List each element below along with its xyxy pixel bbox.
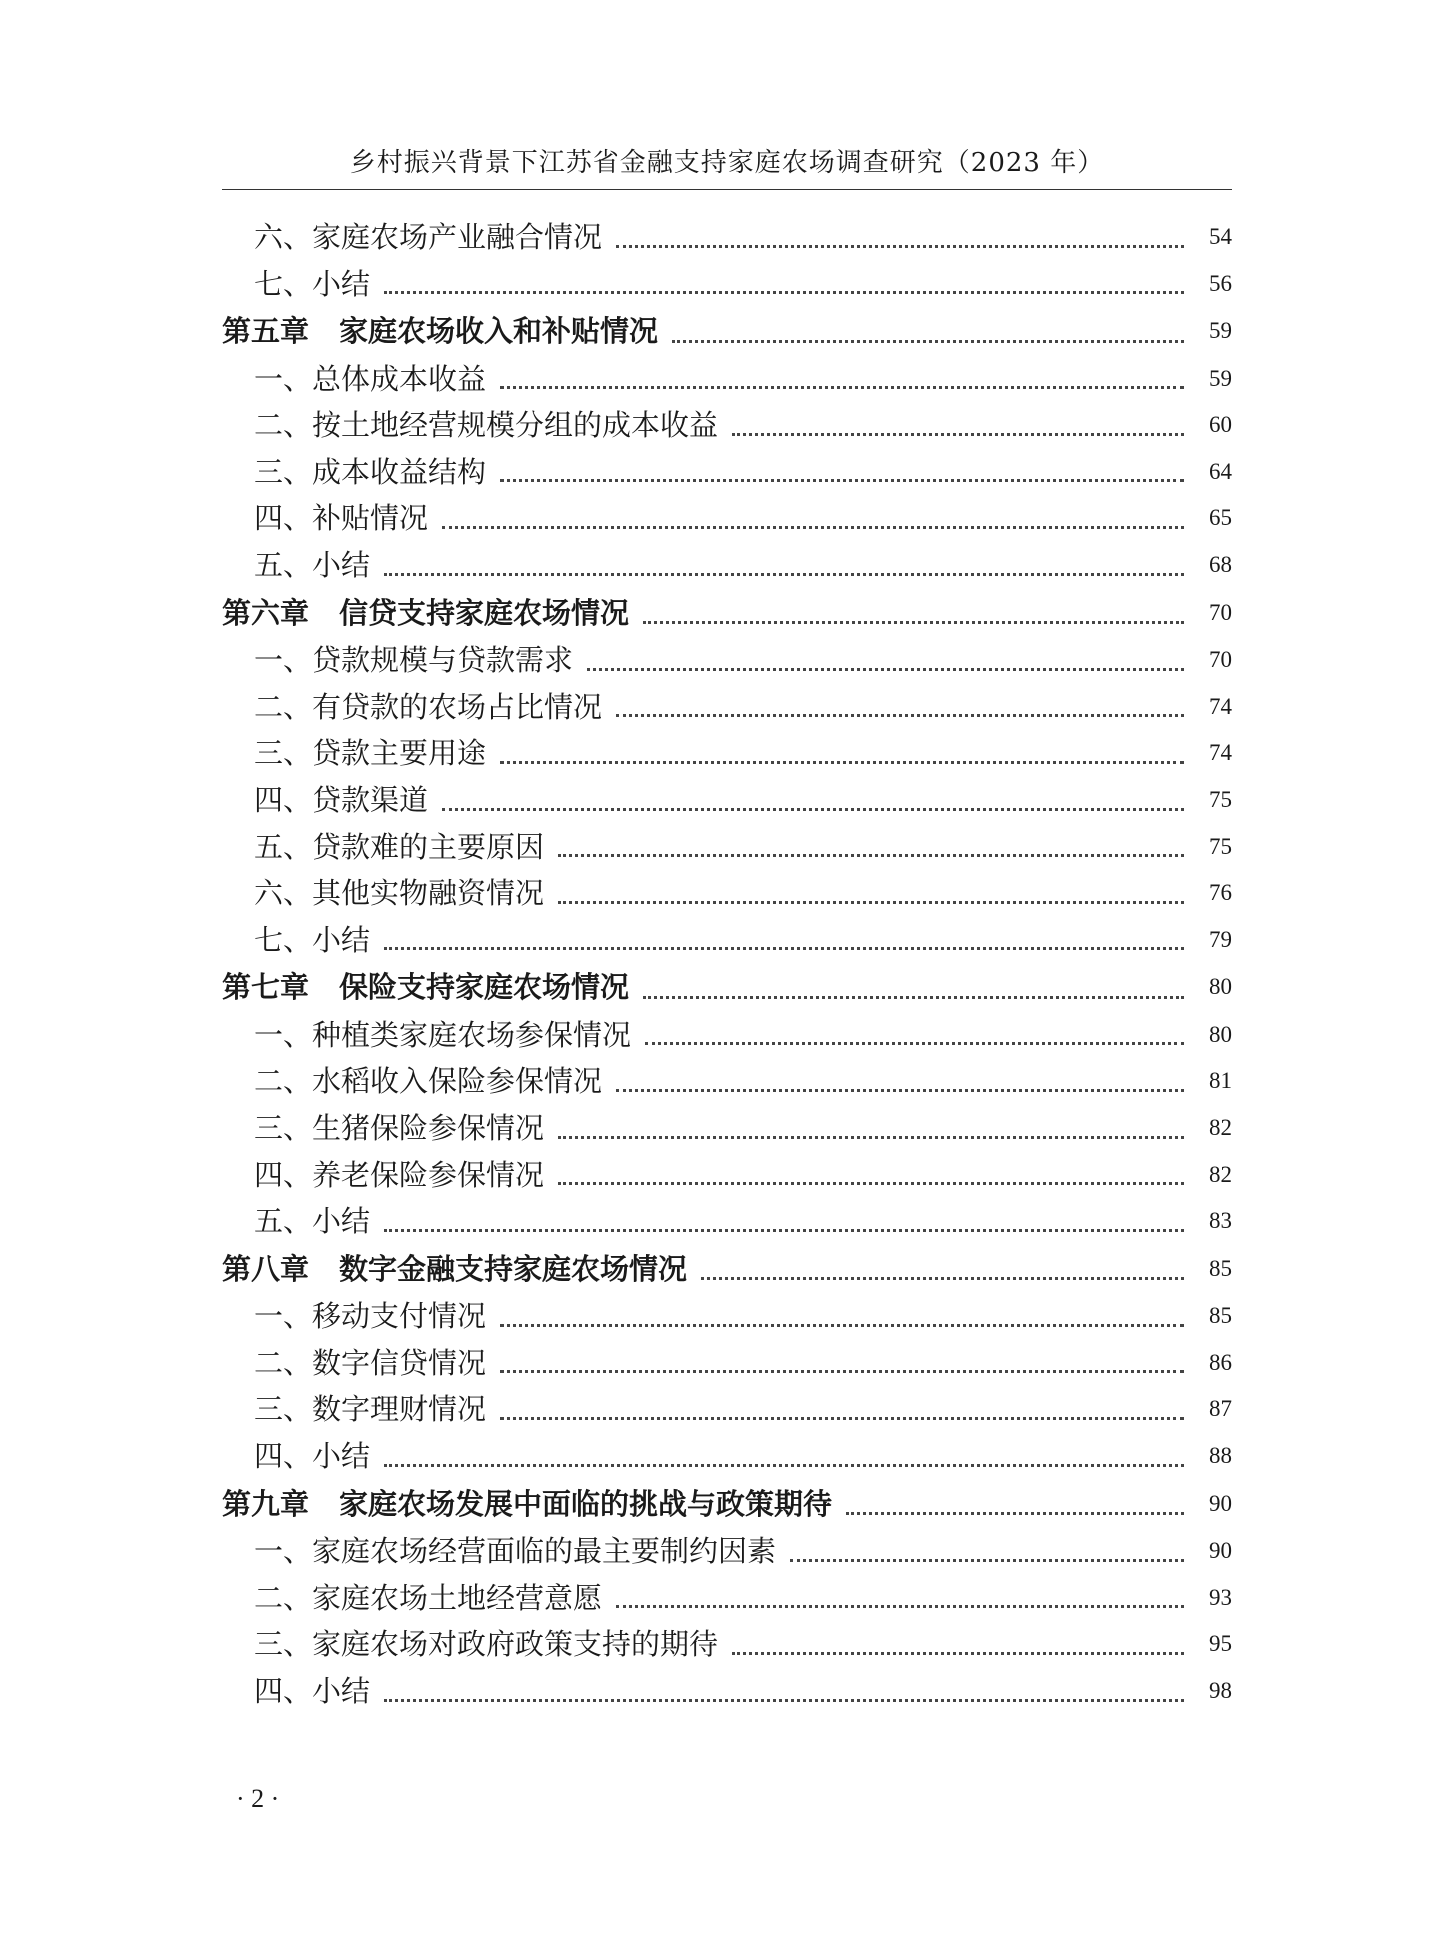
chapter-number: 第六章: [222, 595, 310, 630]
toc-entry-title: 二、按土地经营规模分组的成本收益: [254, 408, 719, 443]
toc-section-entry[interactable]: [222, 1105, 1232, 1152]
dot-leader: [500, 761, 1184, 764]
toc-entry-title: 五、贷款难的主要原因: [254, 829, 545, 864]
toc-entry-title: 六、其他实物融资情况: [254, 876, 545, 911]
toc-page-number: 70: [1209, 647, 1232, 673]
toc-page-number: 75: [1209, 833, 1232, 859]
toc-entry-title: 二、有贷款的农场占比情况: [254, 689, 603, 724]
toc-section-entry[interactable]: [222, 1433, 1232, 1480]
toc-section-entry[interactable]: [222, 1012, 1232, 1059]
dot-leader: [500, 1324, 1184, 1327]
toc-page-number: 80: [1209, 1021, 1232, 1047]
dot-leader: [384, 291, 1184, 294]
toc-entry-title: 一、贷款规模与贷款需求: [254, 643, 574, 678]
toc-page-number: 59: [1209, 365, 1232, 391]
toc-chapter-entry[interactable]: [222, 1480, 1232, 1529]
toc-entry-title: 七、小结: [254, 922, 371, 957]
toc-section-entry[interactable]: [222, 1058, 1232, 1105]
toc-section-entry[interactable]: [222, 402, 1232, 449]
toc-entry-title: 三、家庭农场对政府政策支持的期待: [254, 1627, 719, 1662]
toc-section-entry[interactable]: [222, 495, 1232, 542]
toc-page-number: 95: [1209, 1631, 1232, 1657]
dot-leader: [442, 526, 1184, 529]
toc-entry-title: [222, 1245, 687, 1294]
toc-section-entry[interactable]: [222, 637, 1232, 684]
toc-section-entry[interactable]: [222, 777, 1232, 824]
toc-page-number: 79: [1209, 926, 1232, 952]
toc-page-number: 74: [1209, 740, 1232, 766]
toc-page-number: 98: [1209, 1677, 1232, 1703]
toc-entry-title: 七、小结: [254, 266, 371, 301]
chapter-number: 第八章: [222, 1251, 310, 1286]
toc-page-number: 54: [1209, 224, 1232, 249]
header-divider: [222, 189, 1232, 190]
toc-page-number: 90: [1209, 1490, 1232, 1516]
toc-entry-title: 三、数字理财情况: [254, 1392, 487, 1427]
toc-page-number: 80: [1209, 974, 1232, 1000]
chapter-title: 数字金融支持家庭农场情况: [339, 1251, 688, 1286]
toc-entry-title: 一、种植类家庭农场参保情况: [254, 1017, 632, 1052]
running-header: 乡村振兴背景下江苏省金融支持家庭农场调查研究（2023 年）: [349, 148, 1105, 178]
toc-page-number: 87: [1209, 1396, 1232, 1422]
dot-leader: [384, 1229, 1184, 1232]
toc-page-number: 93: [1209, 1584, 1232, 1610]
toc-section-entry[interactable]: [222, 1575, 1232, 1622]
toc-section-entry[interactable]: [222, 1668, 1232, 1715]
dot-leader: [732, 1652, 1184, 1655]
toc-section-entry[interactable]: [222, 1293, 1232, 1340]
dot-leader: [846, 1512, 1184, 1515]
dot-leader: [701, 1277, 1184, 1280]
dot-leader: [558, 1136, 1184, 1139]
dot-leader: [384, 1699, 1184, 1702]
toc-section-entry[interactable]: [222, 214, 1232, 261]
toc-section-entry[interactable]: [222, 261, 1232, 308]
toc-page-number: 85: [1209, 1303, 1232, 1329]
toc-section-entry[interactable]: [222, 356, 1232, 403]
toc-page-number: 76: [1209, 880, 1232, 906]
page-number: · 2 ·: [236, 1784, 280, 1813]
toc-section-entry[interactable]: [222, 1621, 1232, 1668]
toc-page-number: 56: [1209, 270, 1232, 296]
dot-leader: [500, 1370, 1184, 1373]
chapter-number: 第五章: [222, 314, 310, 349]
toc-entry-title: 二、家庭农场土地经营意愿: [254, 1580, 603, 1615]
toc-entry-title: 五、小结: [254, 1204, 371, 1239]
toc-section-entry[interactable]: [222, 449, 1232, 496]
toc-page-number: 59: [1209, 318, 1232, 344]
toc-entry-title: 二、水稻收入保险参保情况: [254, 1064, 603, 1099]
chapter-number: 第九章: [222, 1486, 310, 1521]
toc-entry-title: 四、补贴情况: [254, 501, 429, 536]
chapter-title: 家庭农场收入和补贴情况: [339, 314, 659, 349]
dot-leader: [500, 479, 1184, 482]
dot-leader: [643, 621, 1184, 624]
toc-entry-title: 四、养老保险参保情况: [254, 1157, 545, 1192]
toc-section-entry[interactable]: [222, 542, 1232, 589]
chapter-title: 信贷支持家庭农场情况: [339, 595, 630, 630]
toc-section-entry[interactable]: [222, 1152, 1232, 1199]
toc-section-entry[interactable]: [222, 1528, 1232, 1575]
toc-page-number: 88: [1209, 1443, 1232, 1469]
toc-page-number: 75: [1209, 786, 1232, 812]
toc-entry-title: [222, 963, 629, 1012]
dot-leader: [384, 947, 1184, 950]
toc-entry-title: [222, 1480, 832, 1529]
toc-page-number: 74: [1209, 693, 1232, 719]
chapter-number: 第七章: [222, 970, 310, 1005]
toc-section-entry[interactable]: [222, 917, 1232, 964]
toc-page-number: 82: [1209, 1161, 1232, 1187]
toc-chapter-entry[interactable]: [222, 963, 1232, 1012]
toc-entry-title: 四、小结: [254, 1439, 371, 1474]
toc-entry-title: 一、总体成本收益: [254, 361, 487, 396]
table-of-contents: [222, 214, 1232, 1715]
toc-page-number: 81: [1209, 1068, 1232, 1094]
dot-leader: [616, 1089, 1184, 1092]
chapter-title: 家庭农场发展中面临的挑战与政策期待: [339, 1486, 833, 1521]
dot-leader: [616, 1605, 1184, 1608]
toc-section-entry[interactable]: [222, 1198, 1232, 1245]
dot-leader: [587, 668, 1184, 671]
toc-page-number: 82: [1209, 1115, 1232, 1140]
toc-page-number: 60: [1209, 412, 1232, 438]
toc-entry-title: 四、小结: [254, 1673, 371, 1708]
dot-leader: [384, 573, 1184, 576]
dot-leader: [616, 714, 1184, 717]
toc-page-number: 83: [1209, 1208, 1232, 1234]
dot-leader: [558, 1182, 1184, 1185]
toc-entry-title: [222, 589, 629, 638]
dot-leader: [500, 1417, 1184, 1420]
toc-section-entry[interactable]: [222, 870, 1232, 917]
toc-page-number: 86: [1209, 1349, 1232, 1375]
chapter-title: 保险支持家庭农场情况: [339, 970, 630, 1005]
toc-page-number: 65: [1209, 505, 1232, 531]
toc-page-number: 90: [1209, 1538, 1232, 1564]
toc-entry-title: 二、数字信贷情况: [254, 1345, 487, 1380]
dot-leader: [442, 808, 1184, 811]
dot-leader: [645, 1042, 1184, 1045]
toc-entry-title: 四、贷款渠道: [254, 782, 429, 817]
toc-entry-title: 一、移动支付情况: [254, 1299, 487, 1334]
toc-page-number: 64: [1209, 458, 1232, 484]
toc-entry-title: 三、生猪保险参保情况: [254, 1111, 545, 1145]
toc-entry-title: 一、家庭农场经营面临的最主要制约因素: [254, 1534, 777, 1569]
dot-leader: [732, 433, 1184, 436]
toc-page-number: 68: [1209, 552, 1232, 578]
toc-chapter-entry[interactable]: [222, 307, 1232, 356]
toc-section-entry[interactable]: [222, 824, 1232, 871]
toc-section-entry[interactable]: [222, 1340, 1232, 1387]
toc-entry-title: 六、家庭农场产业融合情况: [254, 220, 603, 254]
toc-chapter-entry[interactable]: [222, 589, 1232, 638]
toc-page-number: 70: [1209, 599, 1232, 625]
dot-leader: [384, 1464, 1184, 1467]
toc-entry-title: 五、小结: [254, 548, 371, 583]
dot-leader: [790, 1559, 1184, 1562]
toc-chapter-entry[interactable]: [222, 1245, 1232, 1294]
toc-page-number: 85: [1209, 1255, 1232, 1281]
dot-leader: [672, 340, 1184, 343]
toc-entry-title: 三、成本收益结构: [254, 454, 487, 489]
toc-section-entry[interactable]: [222, 1386, 1232, 1433]
toc-entry-title: [222, 307, 658, 356]
dot-leader: [643, 996, 1184, 999]
toc-section-entry[interactable]: [222, 684, 1232, 731]
dot-leader: [500, 386, 1184, 389]
dot-leader: [558, 854, 1184, 857]
dot-leader: [616, 245, 1184, 248]
toc-entry-title: 三、贷款主要用途: [254, 736, 487, 771]
dot-leader: [558, 901, 1184, 904]
toc-section-entry[interactable]: [222, 730, 1232, 777]
